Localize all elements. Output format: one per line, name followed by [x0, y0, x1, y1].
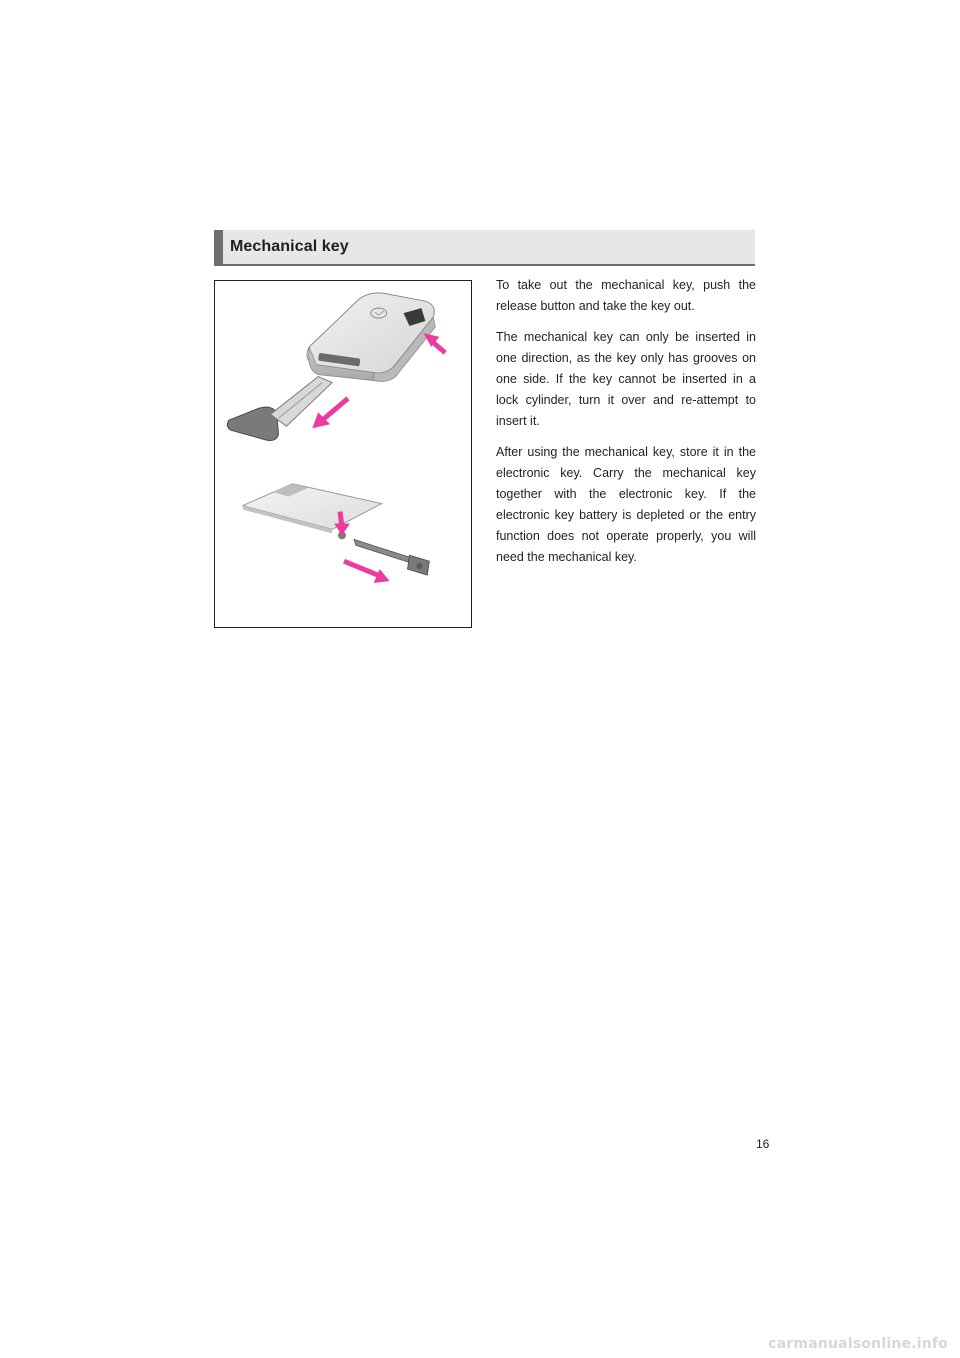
- paragraph-store-key: After using the mechanical key, store it in the electronic key. Carry the mechanical key together with the electronic key. If the electronic key battery is depleted or the entry function does not operate properly, you will need the mechanical key.: [496, 445, 756, 564]
- card-key: [243, 484, 382, 540]
- push-arrow-icon: [423, 333, 445, 353]
- mechanical-key: [227, 377, 332, 441]
- card-pull-arrow-icon: [344, 561, 390, 583]
- section-header: [214, 230, 755, 266]
- section-title: Mechanical key: [230, 238, 349, 255]
- pull-arrow-icon: [312, 398, 348, 428]
- body-text: [496, 275, 756, 578]
- footer-watermark: carmanualsonline.info: [768, 1336, 948, 1352]
- page-number: 16: [756, 1137, 770, 1151]
- smart-key-fob: [307, 293, 435, 382]
- paragraph-insert-direction: The mechanical key can only be inserted in one direction, as the key only has grooves on one side. If the key cannot be inserted in a lock cylinder, turn it over and re-attempt to insert it.: [496, 330, 756, 428]
- key-illustration: [214, 280, 472, 628]
- paragraph-take-out: To take out the mechanical key, push the release button and take the key out.: [496, 278, 756, 313]
